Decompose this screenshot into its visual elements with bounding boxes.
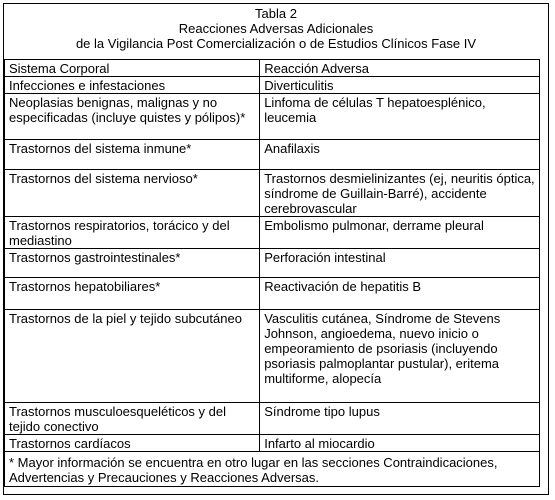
table-header-row bbox=[5, 60, 540, 77]
cell-system: Trastornos del sistema inmune* bbox=[5, 140, 260, 170]
table-row bbox=[5, 310, 540, 403]
cell-reaction: Diverticulitis bbox=[260, 77, 540, 94]
cell-system: Trastornos del sistema nervioso* bbox=[5, 170, 260, 217]
table-row bbox=[5, 249, 540, 278]
cell-system: Infecciones e infestaciones bbox=[5, 77, 260, 94]
cell-system: Trastornos gastrointestinales* bbox=[5, 249, 260, 278]
cell-reaction: Anafilaxis bbox=[260, 140, 540, 170]
cell-system: Trastornos de la piel y tejido subcutáneo bbox=[5, 310, 260, 403]
footnote-row bbox=[5, 452, 540, 487]
table-footnote: * Mayor información se encuentra en otro lugar en las secciones Contraindicaciones, Advertencias y Precauciones y Reacciones Adversas. bbox=[5, 452, 540, 487]
cell-system: Trastornos musculoesqueléticos y del tejido conectivo bbox=[5, 403, 260, 435]
adverse-reactions-table bbox=[4, 59, 540, 487]
header-sistema-corporal: Sistema Corporal bbox=[5, 60, 260, 77]
table-title bbox=[4, 4, 548, 51]
table-row bbox=[5, 77, 540, 94]
cell-reaction: Perforación intestinal bbox=[260, 249, 540, 278]
table-row bbox=[5, 140, 540, 170]
title-line-1: Tabla 2 bbox=[255, 6, 297, 21]
cell-reaction: Trastornos desmielinizantes (ej, neuritis óptica, síndrome de Guillain-Barré), accidente cerebrovascular bbox=[260, 170, 540, 217]
title-line-3: de la Vigilancia Post Comercialización o de Estudios Clínicos Fase IV bbox=[75, 36, 477, 51]
table-row bbox=[5, 403, 540, 435]
table-row bbox=[5, 170, 540, 217]
cell-system: Trastornos cardíacos bbox=[5, 435, 260, 452]
title-line-2: Reacciones Adversas Adicionales bbox=[178, 21, 374, 36]
cell-reaction: Embolismo pulmonar, derrame pleural bbox=[260, 217, 540, 249]
cell-system: Trastornos respiratorios, torácico y del mediastino bbox=[5, 217, 260, 249]
cell-reaction: Reactivación de hepatitis B bbox=[260, 278, 540, 310]
table-row bbox=[5, 94, 540, 140]
cell-reaction: Síndrome tipo lupus bbox=[260, 403, 540, 435]
cell-system: Trastornos hepatobiliares* bbox=[5, 278, 260, 310]
header-reaccion-adversa: Reacción Adversa bbox=[260, 60, 540, 77]
cell-reaction: Infarto al miocardio bbox=[260, 435, 540, 452]
table-row bbox=[5, 278, 540, 310]
cell-reaction: Vasculitis cutánea, Síndrome de Stevens Johnson, angioedema, nuevo inicio o empeoramiento de psoriasis (incluyendo psoriasis palmoplantar pustular), eritema multiforme, alopecía bbox=[260, 310, 540, 403]
cell-reaction: Linfoma de células T hepatoesplénico, leucemia bbox=[260, 94, 540, 140]
table-row bbox=[5, 435, 540, 452]
table-row bbox=[5, 217, 540, 249]
cell-system: Neoplasias benignas, malignas y no especificadas (incluye quistes y pólipos)* bbox=[5, 94, 260, 140]
